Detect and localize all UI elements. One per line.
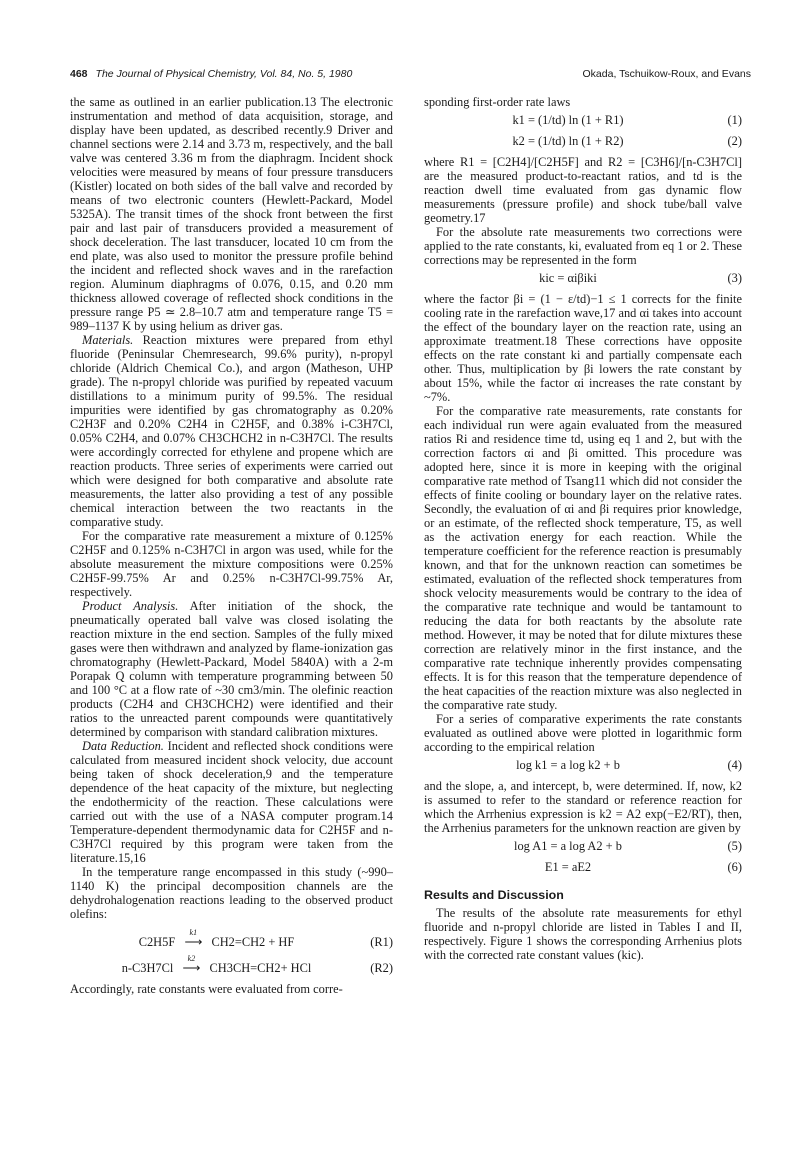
equation-body: log k1 = a log k2 + b	[516, 758, 620, 772]
equation-body: k1 = (1/td) ln (1 + R1)	[512, 113, 624, 127]
equation-number: (1)	[727, 113, 742, 127]
rate-constant-label: k2	[187, 954, 196, 963]
left-column	[70, 95, 393, 996]
header-left	[70, 68, 352, 80]
equation-body: log A1 = a log A2 + b	[514, 839, 622, 853]
paragraph: For a series of comparative experiments the rate constants evaluated as outlined above were plotted in logarithmic form according to the empirical relation	[424, 712, 742, 754]
paragraph-text: Incident and reflected shock conditions were calculated from measured incident shock velocity, due account being taken of shock deceleration,9 and the temperature dependence of the heat capacity of the mixture, but neglecting the endothermicity of the reaction. These calculations were carried out with the use of a NASA computer program.14 Temperature-dependent thermodynamic data for C2H5F and n-C3H7Cl required by this program were taken from the literature.15,16	[70, 739, 393, 865]
paragraph: where R1 = [C2H4]/[C2H5F] and R2 = [C3H6]/[n-C3H7Cl] are the measured product-to-reactant ratios, and td is the reaction dwell time evaluated from gas dynamic flow measurements (pressure profile) and shock tube/ball valve geometry.17	[424, 155, 742, 225]
right-column	[424, 95, 742, 962]
paragraph: In the temperature range encompassed in this study (~990–1140 K) the principal decomposition channels are the dehydrohalogenation reactions leading to the observed product olefins:	[70, 865, 393, 921]
run-in-heading: Product Analysis.	[82, 599, 179, 613]
equation-6	[424, 860, 742, 876]
paragraph-text: Reaction mixtures were prepared from ethyl fluoride (Peninsular Chemresearch, 99.6% purity), n-propyl chloride (Aldrich Chemical Co.), and argon (Matheson, UHP grade). The n-propyl chloride was purified by repeated vacuum distillations to a minimum purity of 99.5%. The residual impurities were identified by gas chromatography as 0.20% C2H3F and 0.20% C2H4 in C2H5F, and 0.38% i-C3H7Cl, 0.05% C2H4, and 0.07% CH3CHCH2 in n-C3H7Cl. The results were accordingly corrected for ethylene and propene which are reaction products. Three series of experiments were carried out which were designed for both comparative and absolute rate measurements, the latter also providing a test of any possible chemical interaction between the two reactants in the comparative study.	[70, 333, 393, 529]
equation-body: E1 = aE2	[544, 860, 592, 874]
paragraph: For the comparative rate measurements, rate constants for each individual run were again evaluated from the measured ratios Ri and residence time td, using eq 1 and 2, but with the correction factors αi and βi omitted. This procedure was adopted here, since it is more in keeping with the original comparative rate method of Tsang11 which did not consider the effects of finite cooling or boundary layer on the relative rates. Secondly, the evaluation of αi and βi requires prior knowledge, or an estimate, of the reflected shock temperature, T5, as well as the activation energy for each reaction. While the temperature coefficient for the reference reaction is presumably known, and that for the unknown reaction can sometimes be estimated, evaluation of the reflected shock temperatures from shock velocity measurements would be contrary to the idea of the comparative rate technique and would be tantamount to reducing the data for both reactants by the absolute rate method. However, it may be noted that for dilute mixtures these correction are relatively minor in the first instance, and the comparative rate technique inherently provides compensating effects. It is for this reason that the temperature dependence of the heat capacities of the reaction mixture was also neglected in the comparative rate study.	[424, 404, 742, 712]
paragraph: The results of the absolute rate measurements for ethyl fluoride and n-propyl chloride are listed in Tables I and II, respectively. Figure 1 shows the corresponding Arrhenius plots with the corrected rate constant values (kic).	[424, 906, 742, 962]
paragraph: For the absolute rate measurements two corrections were applied to the rate constants, ki, evaluated from eq 1 or 2. These corrections may be represented in the form	[424, 225, 742, 267]
run-in-heading: Materials.	[82, 333, 134, 347]
paragraph: where the factor βi = (1 − ε/td)−1 ≤ 1 corrects for the finite cooling rate in the rarefaction wave,17 and αi takes into account the effect of the boundary layer on the reaction rate, using an approximate treatment.18 These corrections have opposite effects on the rate constant ki and partially compensate each other. Thus, multiplication by βi lowers the rate constant by about 15%, while the factor αi increases the rate constant by ~7%.	[424, 292, 742, 404]
reaction-arrow: k2 ⟶	[176, 961, 206, 975]
paragraph: the same as outlined in an earlier publication.13 The electronic instrumentation and method of data acquisition, storage, and display have been updated, as described recently.9 Driver and channel sections were 2.14 and 3.73 m, respectively, and the ball valve was centered 3.36 m from the diaphragm. Incident shock velocities were measured by means of four pressure transducers (Kistler) located on both sides of the ball valve and recorded by means of two electronic counters (Hewlett-Packard, Model 5325A). The transit times of the shock front between the first pair and last pair of transducers provided a measurement of shock deceleration. The last transducer, located 10 cm from the end plate, was also used to monitor the pressure profile behind the incident and reflected shock waves and in the rarefaction region. Aluminum diaphragms of 0.076, 0.15, and 0.20 mm thickness allowed coverage of reflected shock conditions in the pressure range P5 ≃ 2.8–10.7 atm and temperature range T5 = 989–1137 K by using helium as driver gas.	[70, 95, 393, 333]
products: CH3CH=CH2+ HCl	[209, 961, 312, 975]
equation-2	[424, 134, 742, 150]
paragraph: For the comparative rate measurement a mixture of 0.125% C2H5F and 0.125% n-C3H7Cl in argon was used, while for the absolute measurement the mixture compositions were 0.25% C2H5F-99.75% Ar and 0.25% n-C3H7Cl-99.75% Ar, respectively.	[70, 529, 393, 599]
equation-body: kic = αiβiki	[539, 271, 597, 285]
products: CH2=CH2 + HF	[211, 935, 295, 949]
reaction-number: (R2)	[370, 961, 393, 975]
equation-number: (3)	[727, 271, 742, 285]
running-header	[70, 68, 751, 84]
equation-number: (6)	[727, 860, 742, 874]
equation-4	[424, 758, 742, 774]
equation-1	[424, 113, 742, 129]
paragraph: sponding first-order rate laws	[424, 95, 571, 109]
equation-5	[424, 839, 742, 855]
paragraph-product-analysis	[70, 599, 393, 739]
reaction-number: (R1)	[370, 935, 393, 949]
section-heading: Results and Discussion	[424, 888, 564, 902]
rate-constant-label: k1	[189, 928, 198, 937]
equation-body: k2 = (1/td) ln (1 + R2)	[512, 134, 624, 148]
equation-3	[424, 271, 742, 287]
equation-number: (5)	[727, 839, 742, 853]
journal-citation: The Journal of Physical Chemistry, Vol. 84, No. 5, 1980	[95, 68, 353, 80]
equation-number: (2)	[727, 134, 742, 148]
reaction-r1	[70, 928, 393, 951]
reactant: C2H5F	[138, 935, 176, 949]
paragraph-text: After initiation of the shock, the pneumatically operated ball valve was closed isolating the reaction mixture in the end section. Samples of the fully mixed gases were then withdrawn and analyzed by flame-ionization gas chromatography (Hewlett-Packard, Model 5840A) with a 2-m Porapak Q column with temperature programming between 50 and 100 °C at a flow rate of ~30 cm3/min. The olefinic reaction products (C2H4 and CH3CHCH2) were identified and their ratios to the unreacted parent compounds were quantitatively determined by comparison with standard calibration mixtures.	[70, 599, 393, 739]
paragraph: Accordingly, rate constants were evaluated from corre-	[70, 982, 343, 996]
reactant: n-C3H7Cl	[121, 961, 174, 975]
reaction-r2	[70, 954, 393, 977]
equation-number: (4)	[727, 758, 742, 772]
page-number: 468	[70, 68, 88, 80]
header-authors: Okada, Tschuikow-Roux, and Evans	[582, 68, 751, 80]
paragraph-materials	[70, 333, 393, 529]
reaction-arrow: k1 ⟶	[178, 935, 208, 949]
paragraph-data-reduction	[70, 739, 393, 865]
run-in-heading: Data Reduction.	[82, 739, 164, 753]
paragraph: and the slope, a, and intercept, b, were determined. If, now, k2 is assumed to refer to the standard or reference reaction for which the Arrhenius expression is k2 = A2 exp(−E2/RT), then, the Arrhenius parameters for the unknown reaction are given by	[424, 779, 742, 835]
